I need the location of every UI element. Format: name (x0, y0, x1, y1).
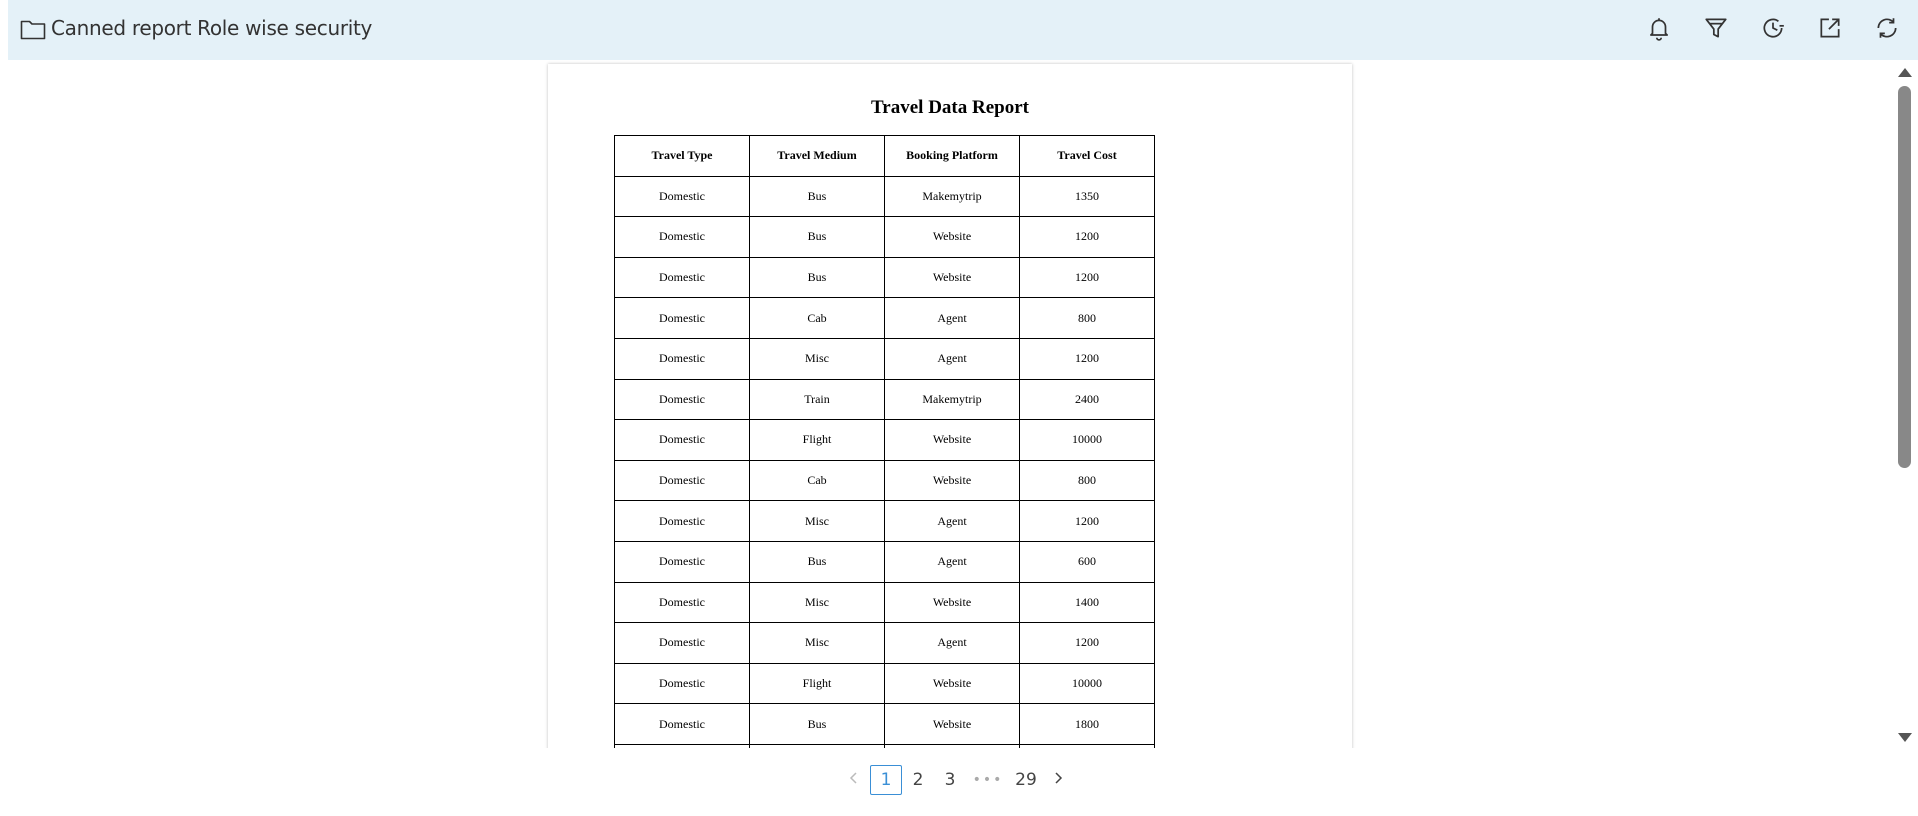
column-header-travel-medium: Travel Medium (750, 136, 885, 177)
travel-cost-cell: 10000 (1020, 663, 1155, 704)
travel-cost-cell: 1800 (1020, 704, 1155, 745)
travel-medium-cell: Misc (750, 623, 885, 664)
travel-type-cell: Domestic (615, 460, 750, 501)
travel-cost-cell: 800 (1020, 298, 1155, 339)
travel-medium-cell: Flight (750, 420, 885, 461)
booking-platform-cell: Agent (885, 338, 1020, 379)
page-title: Canned report Role wise security (51, 16, 373, 40)
booking-platform-cell: Website (885, 420, 1020, 461)
travel-type-cell: Domestic (615, 298, 750, 339)
page-button-3[interactable]: 3 (944, 770, 956, 790)
scroll-up-arrow-icon[interactable] (1898, 68, 1912, 77)
booking-platform-cell: Website (885, 663, 1020, 704)
bell-icon (1646, 15, 1672, 46)
travel-type-cell: Domestic (615, 623, 750, 664)
page-ellipsis[interactable]: ••• (972, 772, 1004, 788)
travel-type-cell (615, 744, 750, 748)
travel-type-cell: Domestic (615, 379, 750, 420)
table-row (615, 582, 1155, 623)
table-row (615, 623, 1155, 664)
travel-type-cell: Domestic (615, 420, 750, 461)
report-viewer (0, 60, 1918, 748)
export-button[interactable] (1815, 14, 1845, 46)
booking-platform-cell: Website (885, 460, 1020, 501)
toolbar (1644, 14, 1902, 46)
travel-type-cell: Domestic (615, 501, 750, 542)
travel-type-cell: Domestic (615, 257, 750, 298)
travel-cost-cell: 2400 (1020, 379, 1155, 420)
travel-type-cell: Domestic (615, 338, 750, 379)
travel-cost-cell: 600 (1020, 541, 1155, 582)
table-row (615, 744, 1155, 748)
scrollbar-thumb[interactable] (1898, 86, 1911, 468)
travel-medium-cell: Bus (750, 217, 885, 258)
table-row (615, 176, 1155, 217)
table-row (615, 501, 1155, 542)
filter-icon (1703, 15, 1729, 46)
travel-medium-cell: Bus (750, 257, 885, 298)
booking-platform-cell: Makemytrip (885, 379, 1020, 420)
booking-platform-cell: Website (885, 217, 1020, 258)
schedule-button[interactable] (1758, 14, 1788, 46)
travel-type-cell: Domestic (615, 541, 750, 582)
travel-medium-cell: Train (750, 379, 885, 420)
report-page (548, 64, 1352, 748)
export-icon (1817, 15, 1843, 46)
column-header-booking-platform: Booking Platform (885, 136, 1020, 177)
travel-cost-cell: 10000 (1020, 420, 1155, 461)
booking-platform-cell: Makemytrip (885, 176, 1020, 217)
travel-medium-cell: Bus (750, 176, 885, 217)
travel-cost-cell: 1200 (1020, 338, 1155, 379)
table-row (615, 420, 1155, 461)
booking-platform-cell: Website (885, 704, 1020, 745)
booking-platform-cell (885, 744, 1020, 748)
travel-type-cell: Domestic (615, 176, 750, 217)
scroll-down-arrow-icon[interactable] (1898, 733, 1912, 742)
travel-medium-cell: Cab (750, 298, 885, 339)
travel-type-cell: Domestic (615, 704, 750, 745)
travel-medium-cell: Bus (750, 541, 885, 582)
next-page-button[interactable] (1042, 765, 1074, 795)
table-row (615, 338, 1155, 379)
travel-cost-cell: 1200 (1020, 257, 1155, 298)
travel-medium-cell: Misc (750, 338, 885, 379)
travel-type-cell: Domestic (615, 582, 750, 623)
pagination (838, 762, 1074, 798)
filter-button[interactable] (1701, 14, 1731, 46)
booking-platform-cell: Agent (885, 623, 1020, 664)
chevron-left-icon (847, 770, 861, 790)
travel-type-cell: Domestic (615, 217, 750, 258)
booking-platform-cell: Agent (885, 541, 1020, 582)
schedule-icon (1760, 15, 1786, 46)
page-button-last[interactable]: 29 (1015, 770, 1037, 790)
vertical-scrollbar[interactable] (1894, 60, 1912, 748)
page-button-2[interactable]: 2 (912, 770, 924, 790)
travel-medium-cell: Flight (750, 663, 885, 704)
table-row (615, 663, 1155, 704)
report-header (8, 0, 1918, 60)
table-row (615, 379, 1155, 420)
travel-cost-cell: 1200 (1020, 217, 1155, 258)
travel-cost-cell (1020, 744, 1155, 748)
page-button-1[interactable]: 1 (870, 765, 902, 795)
previous-page-button[interactable] (838, 765, 870, 795)
chevron-right-icon (1051, 770, 1065, 790)
refresh-icon (1874, 15, 1900, 46)
travel-medium-cell (750, 744, 885, 748)
booking-platform-cell: Website (885, 257, 1020, 298)
report-table (614, 135, 1155, 748)
travel-cost-cell: 1200 (1020, 501, 1155, 542)
refresh-button[interactable] (1872, 14, 1902, 46)
travel-medium-cell: Misc (750, 501, 885, 542)
table-row (615, 704, 1155, 745)
folder-icon (20, 18, 46, 40)
booking-platform-cell: Agent (885, 298, 1020, 339)
table-row (615, 257, 1155, 298)
column-header-travel-cost: Travel Cost (1020, 136, 1155, 177)
travel-medium-cell: Bus (750, 704, 885, 745)
travel-medium-cell: Cab (750, 460, 885, 501)
travel-type-cell: Domestic (615, 663, 750, 704)
notifications-button[interactable] (1644, 14, 1674, 46)
booking-platform-cell: Agent (885, 501, 1020, 542)
table-row (615, 217, 1155, 258)
table-row (615, 298, 1155, 339)
travel-medium-cell: Misc (750, 582, 885, 623)
travel-cost-cell: 1200 (1020, 623, 1155, 664)
column-header-travel-type: Travel Type (615, 136, 750, 177)
travel-cost-cell: 800 (1020, 460, 1155, 501)
table-header-row (615, 136, 1155, 177)
travel-cost-cell: 1400 (1020, 582, 1155, 623)
report-title: Travel Data Report (871, 97, 1029, 118)
table-row (615, 460, 1155, 501)
table-row (615, 541, 1155, 582)
travel-cost-cell: 1350 (1020, 176, 1155, 217)
booking-platform-cell: Website (885, 582, 1020, 623)
